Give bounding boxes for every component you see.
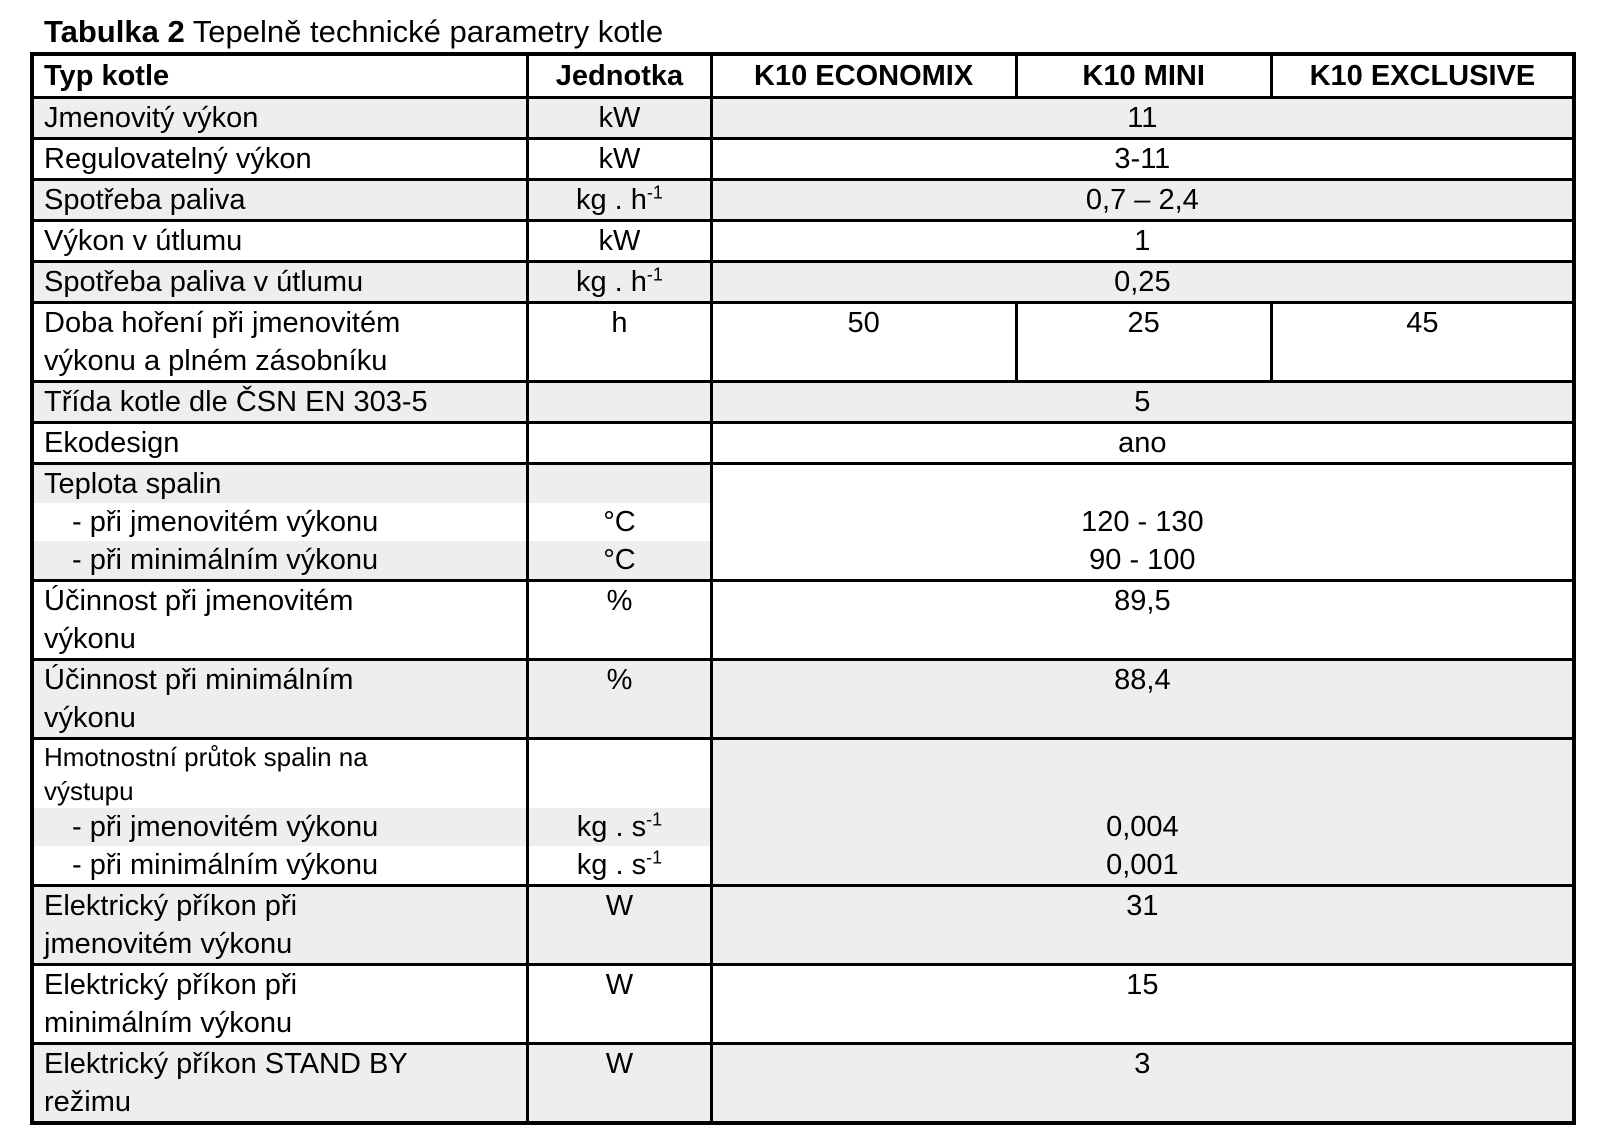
sub-row bbox=[44, 541, 516, 579]
row-label: Spotřeba paliva bbox=[32, 180, 528, 221]
table-row bbox=[32, 221, 1574, 262]
row-value: 3-11 bbox=[711, 139, 1574, 180]
row-label: Výkon v útlumu bbox=[32, 221, 528, 262]
table-row bbox=[32, 139, 1574, 180]
header-type: Typ kotle bbox=[32, 54, 528, 98]
row-unit bbox=[528, 180, 712, 221]
table-caption bbox=[44, 12, 663, 52]
row-label bbox=[32, 581, 528, 660]
sub-row-value: 120 - 130 bbox=[1081, 506, 1204, 538]
row-unit bbox=[528, 262, 712, 303]
row-value: 3 bbox=[711, 1044, 1574, 1124]
table-header-row bbox=[32, 54, 1574, 98]
unit-base: kg . h bbox=[575, 266, 647, 298]
row-unit: kW bbox=[528, 221, 712, 262]
row-unit: h bbox=[528, 303, 712, 382]
row-unit bbox=[528, 739, 712, 886]
sub-row-value: 90 - 100 bbox=[1089, 544, 1196, 576]
header-unit: Jednotka bbox=[528, 54, 712, 98]
row-label: Regulovatelný výkon bbox=[32, 139, 528, 180]
row-label-line: Účinnost při minimálním bbox=[44, 664, 354, 696]
caption-text: Tepelně technické parametry kotle bbox=[184, 14, 664, 49]
row-unit: % bbox=[528, 660, 712, 739]
row-value-exclusive: 45 bbox=[1271, 303, 1574, 382]
sub-row-label: - při jmenovitém výkonu bbox=[72, 811, 379, 843]
row-label-line: Elektrický příkon při bbox=[44, 969, 298, 1001]
table-row bbox=[32, 965, 1574, 1044]
table-row bbox=[32, 98, 1574, 139]
sub-row-unit: °C bbox=[603, 544, 636, 576]
row-value: 0,7 – 2,4 bbox=[711, 180, 1574, 221]
unit-exponent: -1 bbox=[646, 264, 663, 285]
table-row bbox=[32, 303, 1574, 382]
row-value: 5 bbox=[711, 382, 1574, 423]
row-value: 15 bbox=[711, 965, 1574, 1044]
row-label-line: výkonu a plném zásobníku bbox=[44, 345, 388, 377]
table-row bbox=[32, 180, 1574, 221]
row-label: Ekodesign bbox=[32, 423, 528, 464]
row-group-title: Teplota spalin bbox=[44, 468, 222, 500]
row-label bbox=[32, 739, 528, 886]
row-label bbox=[32, 886, 528, 965]
row-unit: kW bbox=[528, 98, 712, 139]
row-label bbox=[32, 660, 528, 739]
row-value: 88,4 bbox=[711, 660, 1574, 739]
table-row bbox=[32, 262, 1574, 303]
row-unit: kW bbox=[528, 139, 712, 180]
row-label bbox=[32, 303, 528, 382]
sub-row-label: - při minimálním výkonu bbox=[72, 544, 379, 576]
row-label-line: výkonu bbox=[44, 623, 136, 655]
row-value: 0,25 bbox=[711, 262, 1574, 303]
row-value: 89,5 bbox=[711, 581, 1574, 660]
row-label: Jmenovitý výkon bbox=[32, 98, 528, 139]
row-label: Spotřeba paliva v útlumu bbox=[32, 262, 528, 303]
sub-row-value: 0,001 bbox=[1106, 849, 1179, 881]
table-row bbox=[32, 382, 1574, 423]
sub-row bbox=[34, 503, 526, 541]
row-unit bbox=[528, 382, 712, 423]
boiler-parameters-table bbox=[30, 52, 1576, 1125]
row-label-line: jmenovitém výkonu bbox=[44, 928, 293, 960]
row-unit: W bbox=[528, 1044, 712, 1124]
row-unit: W bbox=[528, 886, 712, 965]
unit-base: kg . h bbox=[575, 184, 647, 216]
header-model-mini: K10 MINI bbox=[1016, 54, 1271, 98]
row-value: 1 bbox=[711, 221, 1574, 262]
table-row bbox=[32, 886, 1574, 965]
table-row bbox=[32, 581, 1574, 660]
sub-row-unit: °C bbox=[529, 503, 710, 541]
row-unit bbox=[528, 464, 712, 581]
row-value bbox=[711, 464, 1574, 581]
table-row bbox=[32, 464, 1574, 581]
row-value bbox=[711, 739, 1574, 886]
row-label bbox=[32, 464, 528, 581]
row-unit: % bbox=[528, 581, 712, 660]
sub-row-value: 0,004 bbox=[1106, 811, 1179, 843]
row-value: ano bbox=[711, 423, 1574, 464]
row-value: 11 bbox=[711, 98, 1574, 139]
sub-row-unit: kg . $s^{-1}$ bbox=[529, 808, 710, 846]
row-label-line: Elektrický příkon při bbox=[44, 890, 298, 922]
sub-row bbox=[44, 846, 516, 884]
row-value-economix: 50 bbox=[711, 303, 1016, 382]
header-model-exclusive: K10 EXCLUSIVE bbox=[1271, 54, 1574, 98]
row-unit bbox=[528, 423, 712, 464]
row-label-line: výstupu bbox=[44, 776, 134, 806]
unit-exponent: -1 bbox=[646, 182, 663, 203]
caption-number: Tabulka 2 bbox=[44, 14, 185, 49]
row-label-line: Účinnost při jmenovitém bbox=[44, 585, 354, 617]
row-label-line: minimálním výkonu bbox=[44, 1007, 293, 1039]
sub-row-unit: kg . $s^{-1}$ bbox=[576, 847, 663, 881]
row-label-line: Doba hoření při jmenovitém bbox=[44, 307, 401, 339]
row-label bbox=[32, 1044, 528, 1124]
row-label-line: Elektrický příkon STAND BY bbox=[44, 1048, 408, 1080]
table-row bbox=[32, 1044, 1574, 1124]
row-label-line: Hmotnostní průtok spalin na bbox=[44, 742, 368, 772]
row-value-mini: 25 bbox=[1016, 303, 1271, 382]
table-row bbox=[32, 660, 1574, 739]
row-label-line: režimu bbox=[44, 1086, 132, 1118]
row-label bbox=[32, 965, 528, 1044]
row-value: 31 bbox=[711, 886, 1574, 965]
table-row bbox=[32, 739, 1574, 886]
row-label: Třída kotle dle ČSN EN 303-5 bbox=[32, 382, 528, 423]
sub-row-label: - při jmenovitém výkonu bbox=[72, 506, 379, 538]
sub-row-label: - při minimálním výkonu bbox=[72, 849, 379, 881]
row-label-line: výkonu bbox=[44, 702, 136, 734]
header-model-economix: K10 ECONOMIX bbox=[711, 54, 1016, 98]
row-unit: W bbox=[528, 965, 712, 1044]
table-row bbox=[32, 423, 1574, 464]
sub-row bbox=[34, 808, 526, 846]
